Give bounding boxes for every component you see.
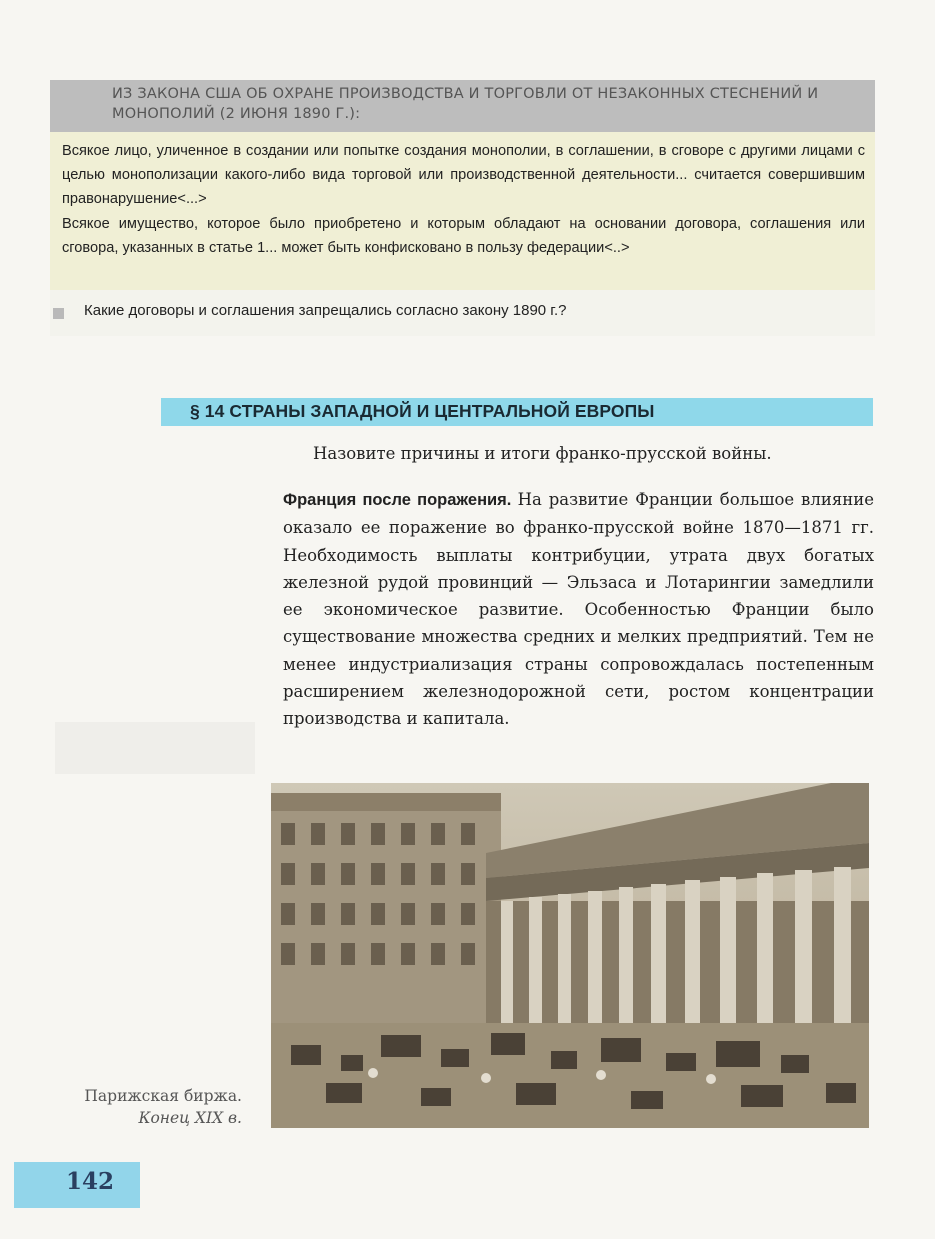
intro-question: Назовите причины и итоги франко-прусской войны. [313, 444, 772, 463]
paragraph-lead: Франция после поражения. [283, 491, 518, 509]
section-title: § 14 СТРАНЫ ЗАПАДНОЙ И ЦЕНТРАЛЬНОЙ ЕВРОПЫ [190, 401, 655, 421]
caption-title: Парижская биржа. [84, 1087, 242, 1105]
source-header: ИЗ ЗАКОНА США ОБ ОХРАНЕ ПРОИЗВОДСТВА И ТОРГОВЛИ ОТ НЕЗАКОННЫХ СТЕСНЕНИЙ И МОНОПОЛИЙ (2 ИЮНЯ 1890 Г.): [50, 80, 875, 132]
main-paragraph [283, 486, 874, 733]
photo-caption [84, 1085, 242, 1129]
source-paragraph-2: Всякое имущество, которое было приобретено и которым обладают на основании договора, соглашения или сговора, указанных в статье 1... может быть конфисковано в пользу федерации<..> [62, 215, 865, 256]
photo-illustration [271, 783, 869, 1128]
question-row [50, 290, 875, 336]
question-text: Какие договоры и соглашения запрещались согласно закону 1890 г.? [84, 302, 567, 319]
source-excerpt [50, 132, 875, 290]
paris-bourse-photo [271, 783, 869, 1128]
source-paragraph-1: Всякое лицо, уличенное в создании или попытке создания монополии, в соглашении, в сговоре с другими лицами с целью монополизации какого-либо вида торговой или производственной деятельности... считается совершившим правонарушение<...> [62, 143, 865, 208]
paragraph-body: На развитие Франции большое влияние оказало ее поражение во франко-прусской войне 1870—1871 гг. Необходимость выплаты контрибуции, утрата двух богатых железной рудой провинций — Эльзаса и Лотарингии замедлили ее экономическое развитие. Особенностью Франции было существование множества средних и мелких предприятий. Тем не менее индустриализация страны сопровождалась постепенным расширением железнодорожной сети, ростом концентрации производства и капитала. [283, 490, 874, 729]
faint-box [55, 722, 255, 774]
caption-date: Конец XIX в. [138, 1109, 242, 1127]
page-number: 142 [66, 1168, 115, 1195]
question-bullet-icon [53, 308, 64, 319]
